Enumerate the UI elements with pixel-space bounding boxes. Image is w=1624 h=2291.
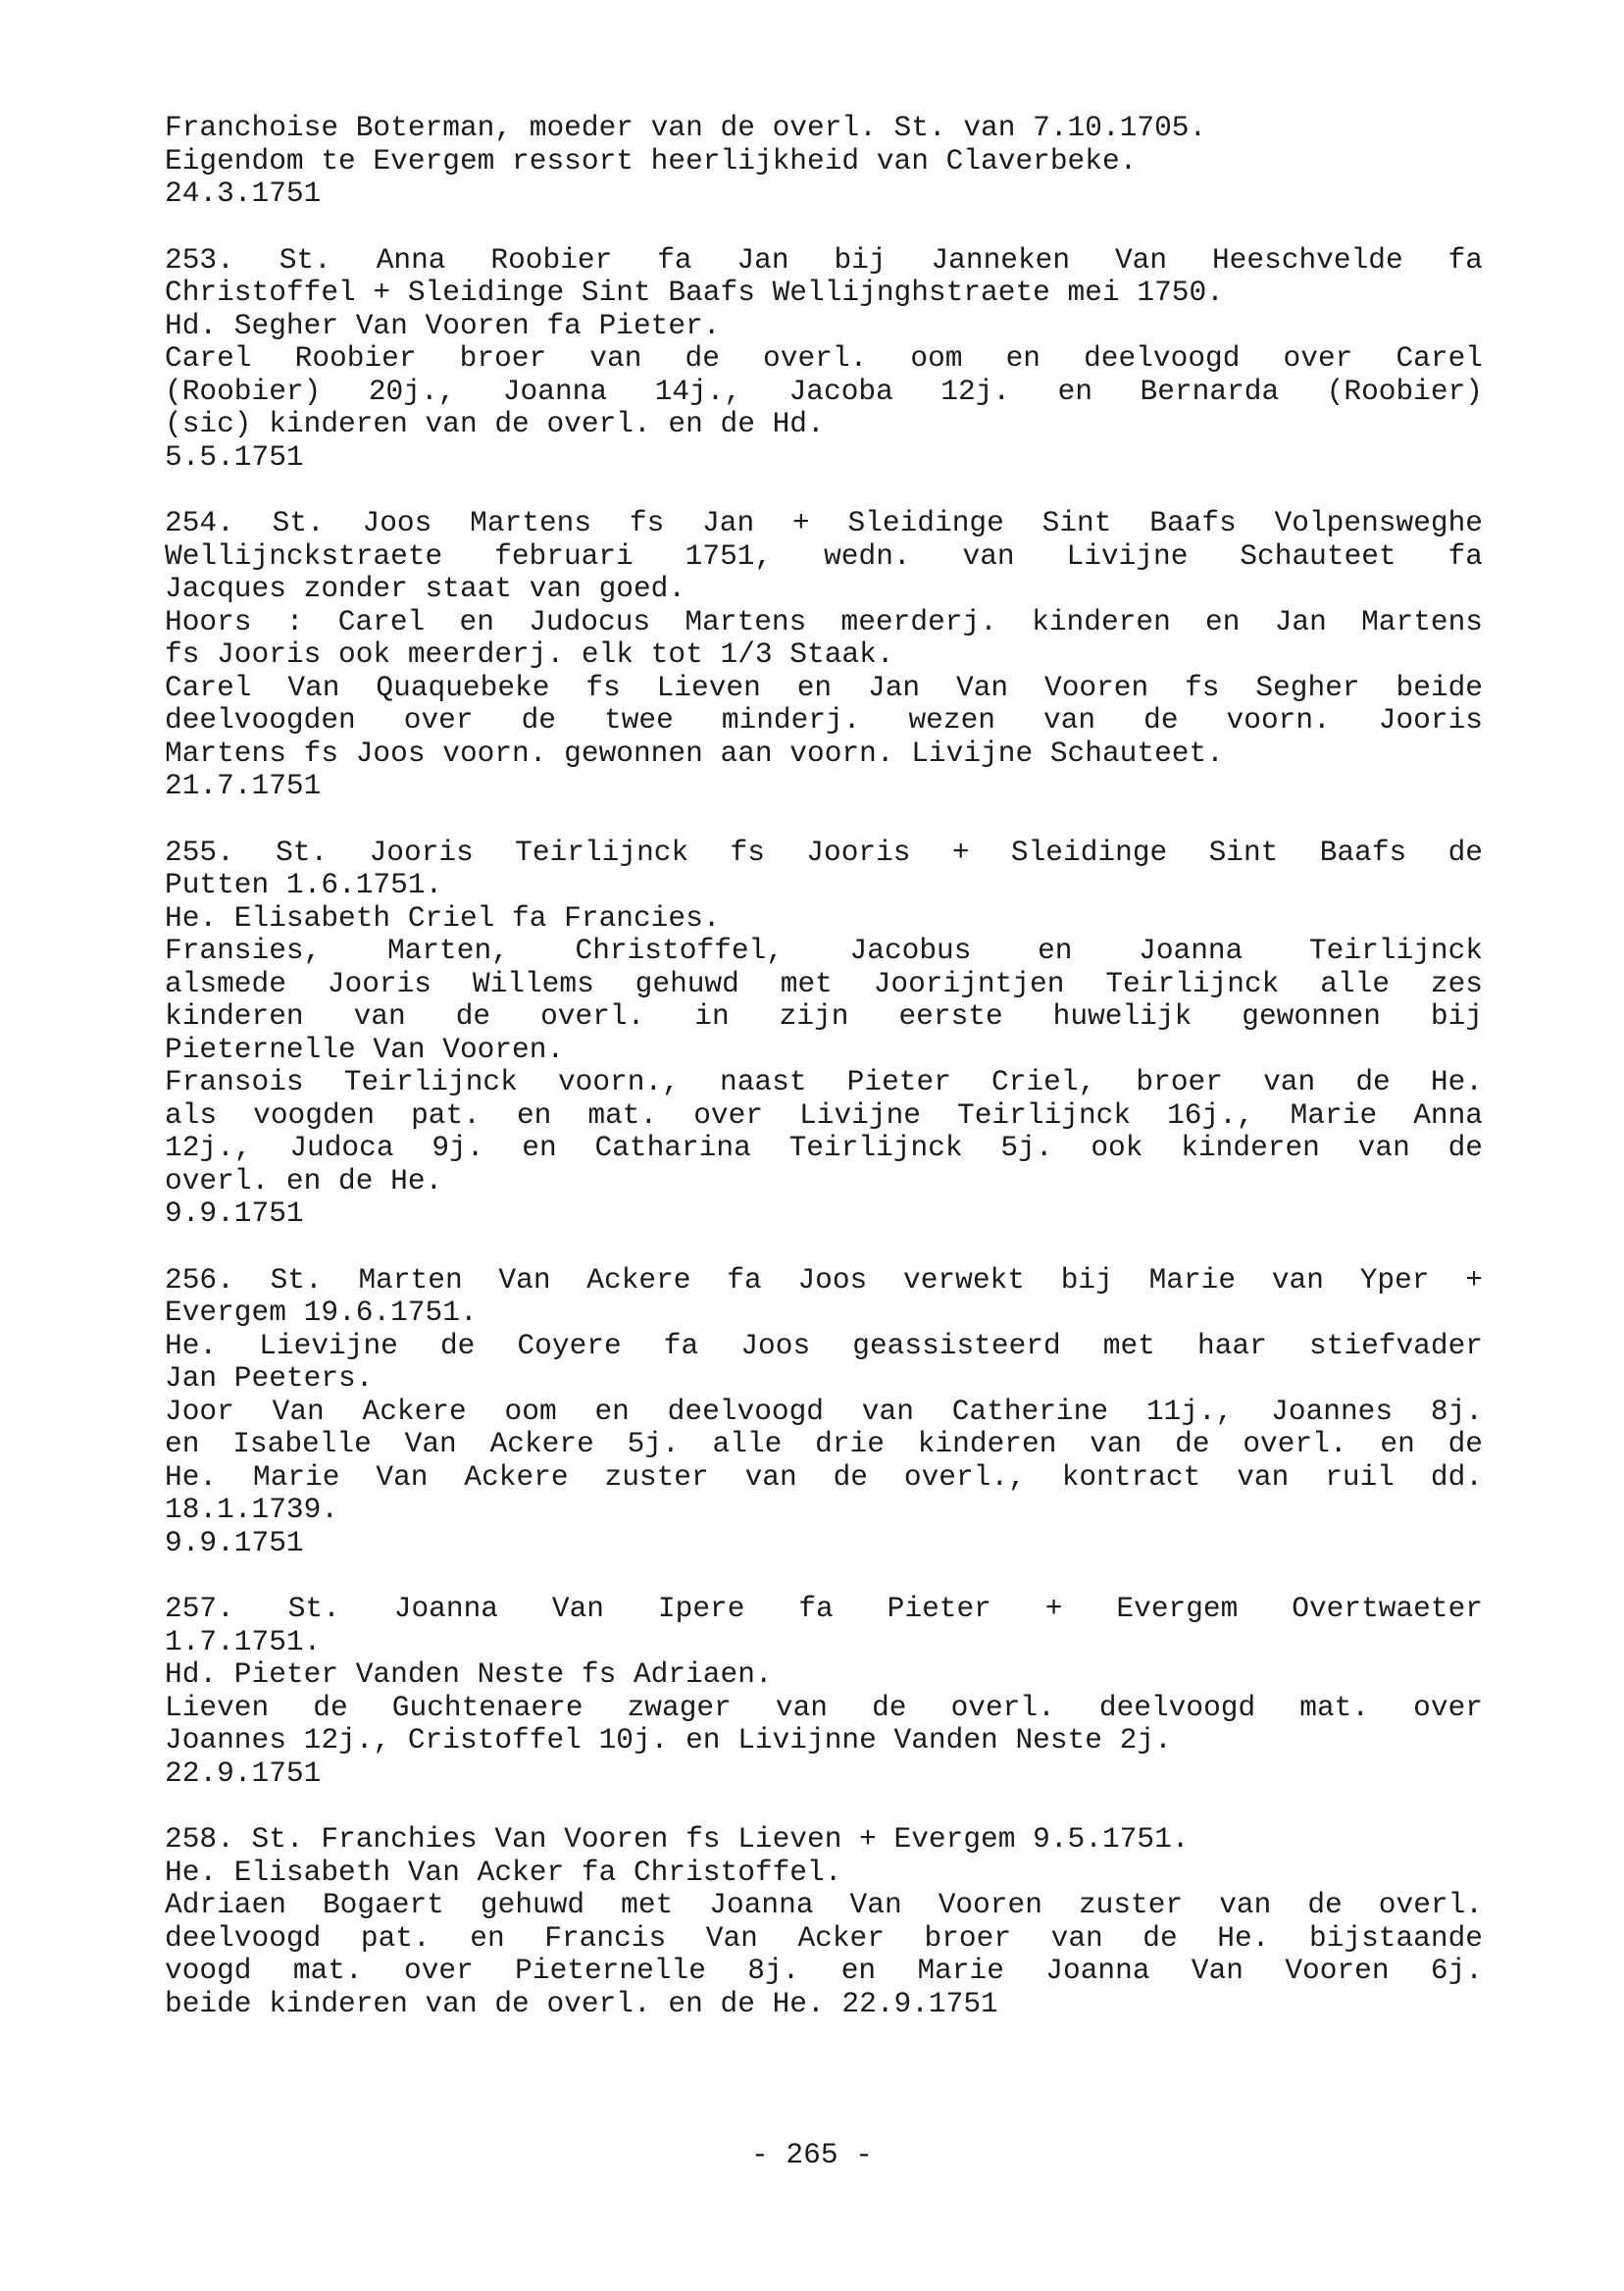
text-line: overl. en de He. — [165, 1163, 443, 1197]
record-entry — [165, 1593, 1483, 1790]
text-line: Joannes 12j., Cristoffel 10j. en Livijnne Vanden Neste 2j. — [165, 1723, 1172, 1756]
page-number: - 265 - — [751, 2138, 873, 2171]
document-page — [165, 112, 1483, 2054]
record-entry — [165, 837, 1483, 1231]
text-line: Franchoise Boterman, moeder van de overl. St. van 7.10.1705. — [165, 111, 1207, 144]
text-line: Hd. Pieter Vanden Neste fs Adriaen. — [165, 1657, 773, 1691]
text-line: He. Elisabeth Van Acker fa Christoffel. — [165, 1855, 842, 1889]
text-line: Jacques zonder staat van goed. — [165, 572, 686, 605]
record-entry — [165, 112, 1483, 211]
text-line: kinderen van de overl. in zijn eerste huwelijk gewonnen bij — [165, 999, 1483, 1033]
text-line: Joor Van Ackere oom en deelvoogd van Catherine 11j., Joannes 8j. — [165, 1394, 1483, 1428]
text-line: Pieternelle Van Vooren. — [165, 1032, 565, 1066]
text-line: Fransies, Marten, Christoffel, Jacobus en Joanna Teirlijnck — [165, 934, 1483, 967]
text-line: Fransois Teirlijnck voorn., naast Pieter Criel, broer van de He. — [165, 1065, 1483, 1098]
text-line: alsmede Jooris Willems gehuwd met Joorijntjen Teirlijnck alle zes — [165, 966, 1483, 1000]
text-line: 258. St. Franchies Van Vooren fs Lieven + Evergem 9.5.1751. — [165, 1822, 1190, 1856]
text-line: Carel Roobier broer van de overl. oom en deelvoogd over Carel — [165, 341, 1483, 375]
text-line: Martens fs Joos voorn. gewonnen aan voorn. Livijne Schauteet. — [165, 736, 1224, 770]
text-line: 5.5.1751 — [165, 439, 304, 474]
text-line: voogd mat. over Pieternelle 8j. en Marie Joanna Van Vooren 6j. — [165, 1954, 1483, 1987]
text-line: en Isabelle Van Ackere 5j. alle drie kinderen van de overl. en de — [165, 1427, 1483, 1460]
text-line: 24.3.1751 — [165, 177, 322, 210]
text-line: Hd. Segher Van Vooren fa Pieter. — [165, 308, 721, 342]
text-line: Christoffel + Sleidinge Sint Baafs Wellijnghstraete mei 1750. — [165, 276, 1224, 309]
record-entry — [165, 244, 1483, 475]
text-line: 257. St. Joanna Van Ipere fa Pieter + Evergem Overtwaeter — [165, 1592, 1483, 1625]
text-line: 9.9.1751 — [165, 1525, 304, 1559]
record-entry — [165, 1823, 1483, 2020]
text-line: deelvoogd pat. en Francis Van Acker broer van de He. bijstaande — [165, 1920, 1483, 1955]
text-line: He. Elisabeth Criel fa Francies. — [165, 900, 721, 935]
text-line: fs Jooris ook meerderj. elk tot 1/3 Staak. — [165, 637, 894, 671]
record-entry — [165, 507, 1483, 803]
text-line: 1.7.1751. — [165, 1624, 322, 1658]
text-line: 9.9.1751 — [165, 1196, 304, 1230]
text-line: 253. St. Anna Roobier fa Jan bij Janneken Van Heeschvelde fa — [165, 242, 1483, 277]
text-line: 12j., Judoca 9j. en Catharina Teirlijnck 5j. ook kinderen van de — [165, 1131, 1483, 1164]
text-line: He. Lievijne de Coyere fa Joos geassisteerd met haar stiefvader — [165, 1328, 1483, 1362]
text-line: Adriaen Bogaert gehuwd met Joanna Van Vooren zuster van de overl. — [165, 1888, 1483, 1921]
text-line: 256. St. Marten Van Ackere fa Joos verwekt bij Marie van Yper + — [165, 1262, 1483, 1297]
text-line: Evergem 19.6.1751. — [165, 1296, 478, 1329]
text-line: 18.1.1739. — [165, 1493, 339, 1526]
text-line: (Roobier) 20j., Joanna 14j., Jacoba 12j. en Bernarda (Roobier) — [165, 374, 1483, 408]
text-line: Putten 1.6.1751. — [165, 868, 443, 901]
text-line: 21.7.1751 — [165, 769, 322, 802]
text-line: Lieven de Guchtenaere zwager van de overl. deelvoogd mat. over — [165, 1690, 1483, 1724]
text-line: 22.9.1751 — [165, 1756, 322, 1790]
text-line: Hoors : Carel en Judocus Martens meerderj. kinderen en Jan Martens — [165, 604, 1483, 638]
text-line: (sic) kinderen van de overl. en de Hd. — [165, 407, 825, 440]
text-line: als voogden pat. en mat. over Livijne Teirlijnck 16j., Marie Anna — [165, 1097, 1483, 1132]
text-line: beide kinderen van de overl. en de He. 22.9.1751 — [165, 1986, 998, 2020]
text-line: He. Marie Van Ackere zuster van de overl., kontract van ruil dd. — [165, 1459, 1483, 1494]
record-entry — [165, 1264, 1483, 1560]
text-line: deelvoogden over de twee minderj. wezen van de voorn. Jooris — [165, 703, 1483, 737]
text-line: Eigendom te Evergem ressort heerlijkheid van Claverbeke. — [165, 143, 1138, 178]
text-line: Carel Van Quaquebeke fs Lieven en Jan Van Vooren fs Segher beide — [165, 670, 1483, 704]
text-line: 255. St. Jooris Teirlijnck fs Jooris + Sleidinge Sint Baafs de — [165, 835, 1483, 869]
text-line: 254. St. Joos Martens fs Jan + Sleidinge Sint Baafs Volpensweghe — [165, 506, 1483, 539]
text-line: Wellijnckstraete februari 1751, wedn. van Livijne Schauteet fa — [165, 538, 1483, 573]
text-line: Jan Peeters. — [165, 1361, 374, 1395]
